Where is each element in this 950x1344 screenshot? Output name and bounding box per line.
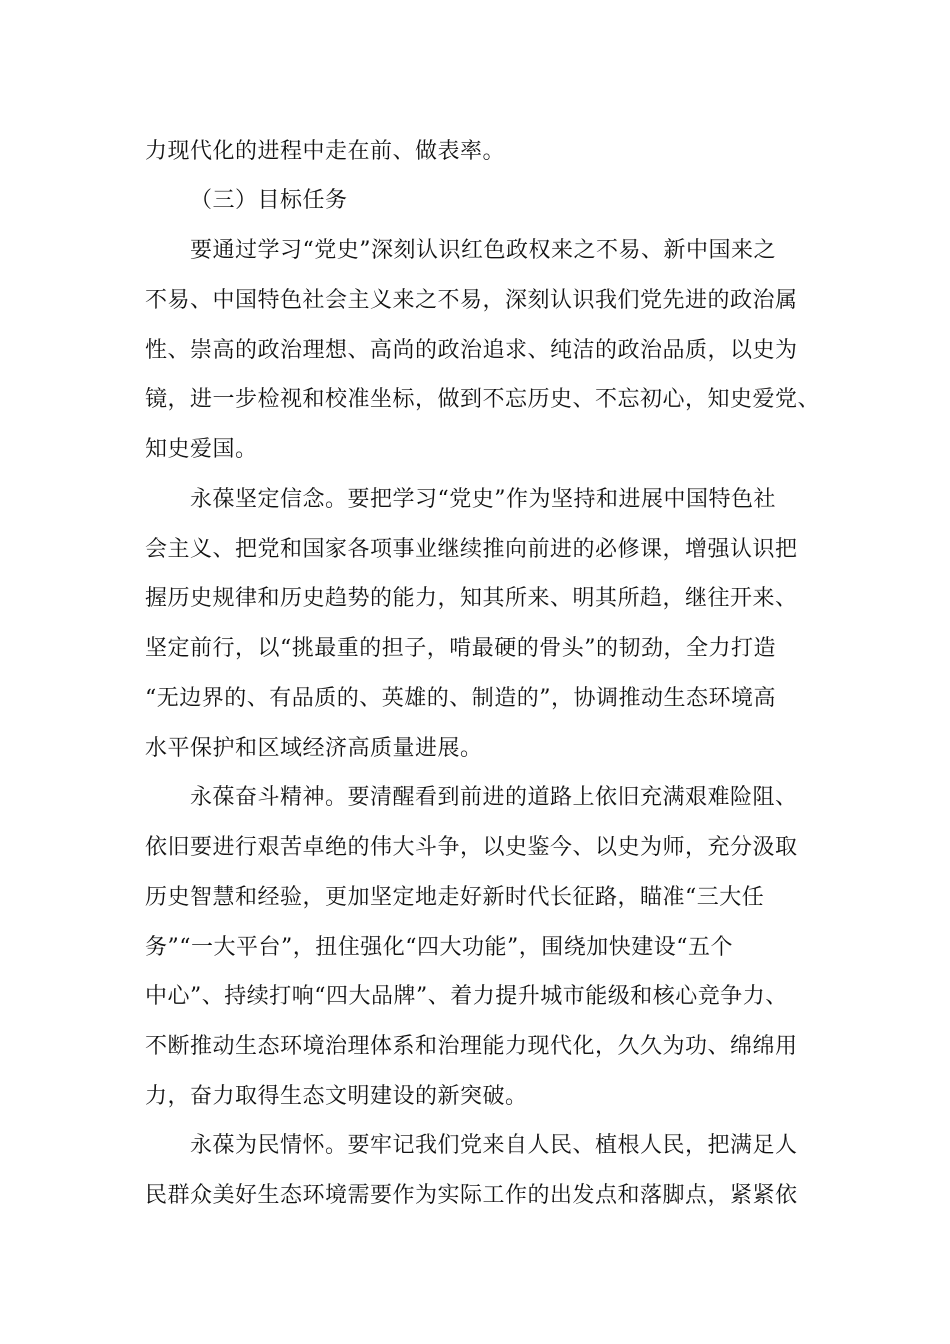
p2-line-5: 知史爱国。 (145, 437, 258, 462)
p4-line-6: 不断推动生态环境治理体系和治理能力现代化，久久为功、绵绵用 (145, 1034, 798, 1059)
section-heading: （三）目标任务 (190, 188, 348, 213)
p2-line-3: 性、崇高的政治理想、高尚的政治追求、纯洁的政治品质，以史为 (145, 338, 798, 363)
p2-line-2: 不易、中国特色社会主义来之不易，深刻认识我们党先进的政治属 (145, 288, 798, 313)
p3-line-1: 永葆坚定信念。要把学习“党史”作为坚持和进展中国特色社 (190, 487, 776, 512)
p4-line-1: 永葆奋斗精神。要清醒看到前进的道路上依旧充满艰难险阻、 (190, 785, 798, 810)
p3-line-3: 握历史规律和历史趋势的能力，知其所来、明其所趋，继往开来、 (145, 586, 798, 611)
p2-line-1: 要通过学习“党史”深刻认识红色政权来之不易、新中国来之 (190, 238, 776, 263)
p5-line-2: 民群众美好生态环境需要作为实际工作的出发点和落脚点，紧紧依 (145, 1183, 798, 1208)
p5-line-1: 永葆为民情怀。要牢记我们党来自人民、植根人民，把满足人 (190, 1133, 798, 1158)
p3-line-5: “无边界的、有品质的、英雄的、制造的”，协调推动生态环境高 (145, 686, 776, 711)
p3-line-2: 会主义、把党和国家各项事业继续推向前进的必修课，增强认识把 (145, 537, 798, 562)
p2-line-4: 镜，进一步检视和校准坐标，做到不忘历史、不忘初心，知史爱党、 (145, 387, 821, 412)
p0-line-1: 力现代化的进程中走在前、做表率。 (145, 139, 506, 164)
p4-line-3: 历史智慧和经验，更加坚定地走好新时代长征路，瞄准“三大任 (145, 885, 765, 910)
p4-line-5: 中心”、持续打响“四大品牌”、着力提升城市能级和核心竞争力、 (145, 984, 788, 1009)
p4-line-7: 力，奋力取得生态文明建设的新突破。 (145, 1084, 528, 1109)
p4-line-4: 务”“一大平台”，扭住强化“四大功能”，围绕加快建设“五个 (145, 935, 733, 960)
p3-line-6: 水平保护和区域经济高质量进展。 (145, 736, 483, 761)
p3-line-4: 坚定前行，以“挑最重的担子，啃最硬的骨头”的韧劲，全力打造 (145, 636, 776, 661)
p4-line-2: 依旧要进行艰苦卓绝的伟大斗争，以史鉴今、以史为师，充分汲取 (145, 835, 798, 860)
